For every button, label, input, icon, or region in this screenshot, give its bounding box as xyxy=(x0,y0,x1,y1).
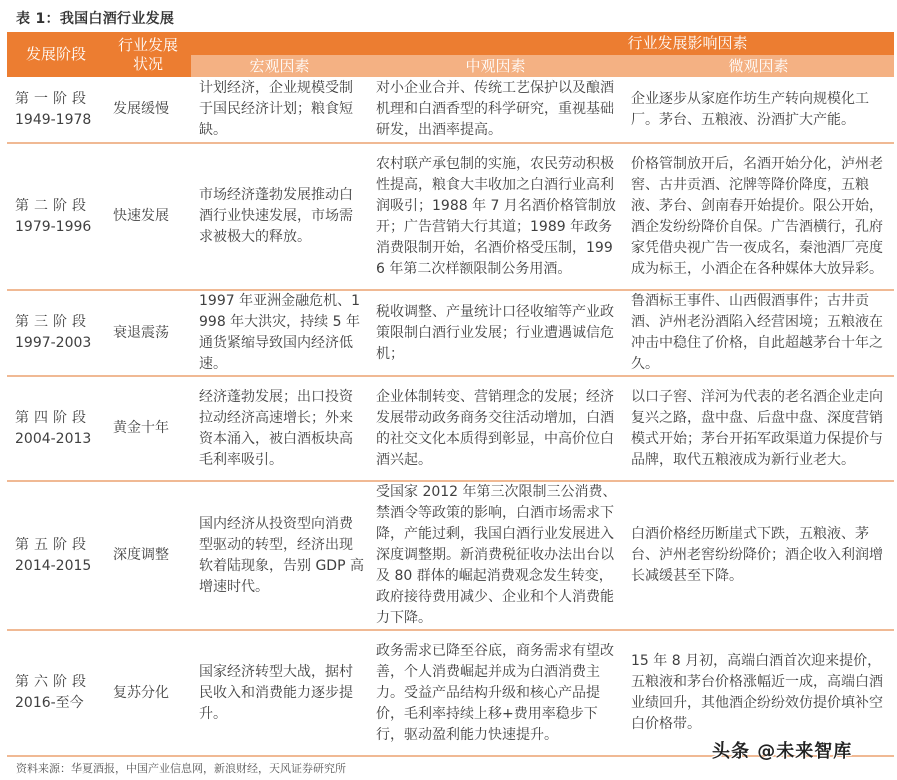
baijiu-development-table xyxy=(7,32,894,757)
meso-cell: 政务需求已降至谷底，商务需求有望改善，个人消费崛起并成为白酒消费主力。受益产品结构升级和核心产品提价，毛利率持续上移+费用率稳步下行，驱动盈利能力快速提升。 xyxy=(368,630,623,756)
status-cell: 衰退震荡 xyxy=(105,290,191,376)
stage-name: 第五阶段 xyxy=(15,536,91,553)
table-row xyxy=(7,376,894,481)
status-cell: 深度调整 xyxy=(105,481,191,630)
stage-years: 1949-1978 xyxy=(15,111,92,128)
stage-name: 第一阶段 xyxy=(15,90,91,107)
source-note: 资料来源：华夏酒报，中国产业信息网，新浪财经，天风证券研究所 xyxy=(16,762,346,775)
stage-years: 2016-至今 xyxy=(15,695,84,711)
macro-cell: 计划经济，企业规模受制于国民经济计划；粮食短缺。 xyxy=(191,77,368,143)
stage-years: 2004-2013 xyxy=(15,430,92,447)
macro-cell: 1997 年亚洲金融危机、1998 年大洪灾，持续 5 年通货紧缩导致国内经济低速。 xyxy=(191,290,368,376)
micro-cell: 价格管制放开后，名酒开始分化，泸州老窖、古井贡酒、沱牌等降价降度，五粮液、茅台、剑南春开始提价。限公开始，酒企发纷纷降价自保。广告酒横行，孔府家凭借央视广告一夜成名，秦池酒厂亮度成为标王，小酒企在各种媒体大放异彩。 xyxy=(623,143,894,290)
status-cell: 快速发展 xyxy=(105,143,191,290)
micro-cell: 以口子窖、洋河为代表的老名酒企业走向复兴之路，盘中盘、后盘中盘、深度营销模式开始；茅台开拓军政渠道力保提价与品牌，取代五粮液成为新行业老大。 xyxy=(623,376,894,481)
header-meso: 中观因素 xyxy=(368,55,623,77)
stage-name: 第四阶段 xyxy=(15,409,91,426)
header-factors-group: 行业发展影响因素 xyxy=(191,32,894,55)
stage-years: 1979-1996 xyxy=(15,218,92,235)
header-stage: 发展阶段 xyxy=(7,32,105,77)
header-micro: 微观因素 xyxy=(623,55,894,77)
stage-cell xyxy=(7,630,105,756)
table-caption: 表 1：我国白酒行业发展 xyxy=(16,11,175,27)
header-status-line2: 状况 xyxy=(132,54,163,73)
header-status-line1: 行业发展 xyxy=(117,35,178,54)
table-row xyxy=(7,290,894,376)
watermark: 头条 @未来智库 xyxy=(712,741,853,762)
meso-cell: 受国家 2012 年第三次限制三公消费、禁酒令等政策的影响，白酒市场需求下降，产能过剩，我国白酒行业发展进入深度调整期。新消费税征收办法出台以及 80 群体的崛起消费观念发生转变，政府接待费用减少、企业和个人消费能力下降。 xyxy=(368,481,623,630)
macro-cell: 市场经济蓬勃发展推动白酒行业快速发展，市场需求被极大的释放。 xyxy=(191,143,368,290)
macro-cell: 国家经济转型大战，据村民收入和消费能力逐步提升。 xyxy=(191,630,368,756)
table-row xyxy=(7,143,894,290)
stage-cell xyxy=(7,290,105,376)
meso-cell: 农村联产承包制的实施，农民劳动积极性提高，粮食大丰收加之白酒行业高利润吸引；1988 年 7 月名酒价格管制放开；广告营销大行其道；1989 年政务消费限制开始，名酒价格受压制，1996 年第二次样额限制公务用酒。 xyxy=(368,143,623,290)
stage-name: 第六阶段 xyxy=(15,674,91,690)
table-row xyxy=(7,481,894,630)
micro-cell: 企业逐步从家庭作坊生产转向规模化工厂。茅台、五粮液、汾酒扩大产能。 xyxy=(623,77,894,143)
meso-cell: 税收调整、产量统计口径收缩等产业政策限制白酒行业发展；行业遭遇诚信危机； xyxy=(368,290,623,376)
status-cell: 复苏分化 xyxy=(105,630,191,756)
meso-cell: 对小企业合并、传统工艺保护以及酿酒机理和白酒香型的科学研究，重视基础研发，出酒率提高。 xyxy=(368,77,623,143)
micro-cell: 15 年 8 月初，高端白酒首次迎来提价，五粮液和茅台价格涨幅近一成，高端白酒业绩回升，其他酒企纷纷效仿提价填补空白价格带。 xyxy=(623,630,894,756)
stage-years: 2014-2015 xyxy=(15,557,92,574)
stage-cell xyxy=(7,77,105,143)
header-status xyxy=(105,32,191,77)
micro-cell: 鲁酒标王事件、山西假酒事件；古井贡酒、泸州老汾酒陷入经营困境；五粮液在冲击中稳住了价格，自此超越茅台十年之久。 xyxy=(623,290,894,376)
table-row xyxy=(7,77,894,143)
meso-cell: 企业体制转变、营销理念的发展；经济发展带动政务商务交往活动增加，白酒的社交文化本质得到彰显，中高价位白酒兴起。 xyxy=(368,376,623,481)
stage-name: 第三阶段 xyxy=(15,314,91,330)
stage-cell xyxy=(7,143,105,290)
stage-years: 1997-2003 xyxy=(15,335,92,351)
header-macro: 宏观因素 xyxy=(191,55,368,77)
stage-cell xyxy=(7,481,105,630)
macro-cell: 经济蓬勃发展；出口投资拉动经济高速增长；外来资本涌入，被白酒板块高毛利率吸引。 xyxy=(191,376,368,481)
stage-name: 第二阶段 xyxy=(15,197,91,214)
micro-cell: 白酒价格经历断崖式下跌，五粮液、茅台、泸州老窖纷纷降价；酒企收入利润增长减缓甚至下降。 xyxy=(623,481,894,630)
macro-cell: 国内经济从投资型向消费型驱动的转型，经济出现软着陆现象，告别 GDP 高增速时代。 xyxy=(191,481,368,630)
stage-cell xyxy=(7,376,105,481)
status-cell: 黄金十年 xyxy=(105,376,191,481)
status-cell: 发展缓慢 xyxy=(105,77,191,143)
